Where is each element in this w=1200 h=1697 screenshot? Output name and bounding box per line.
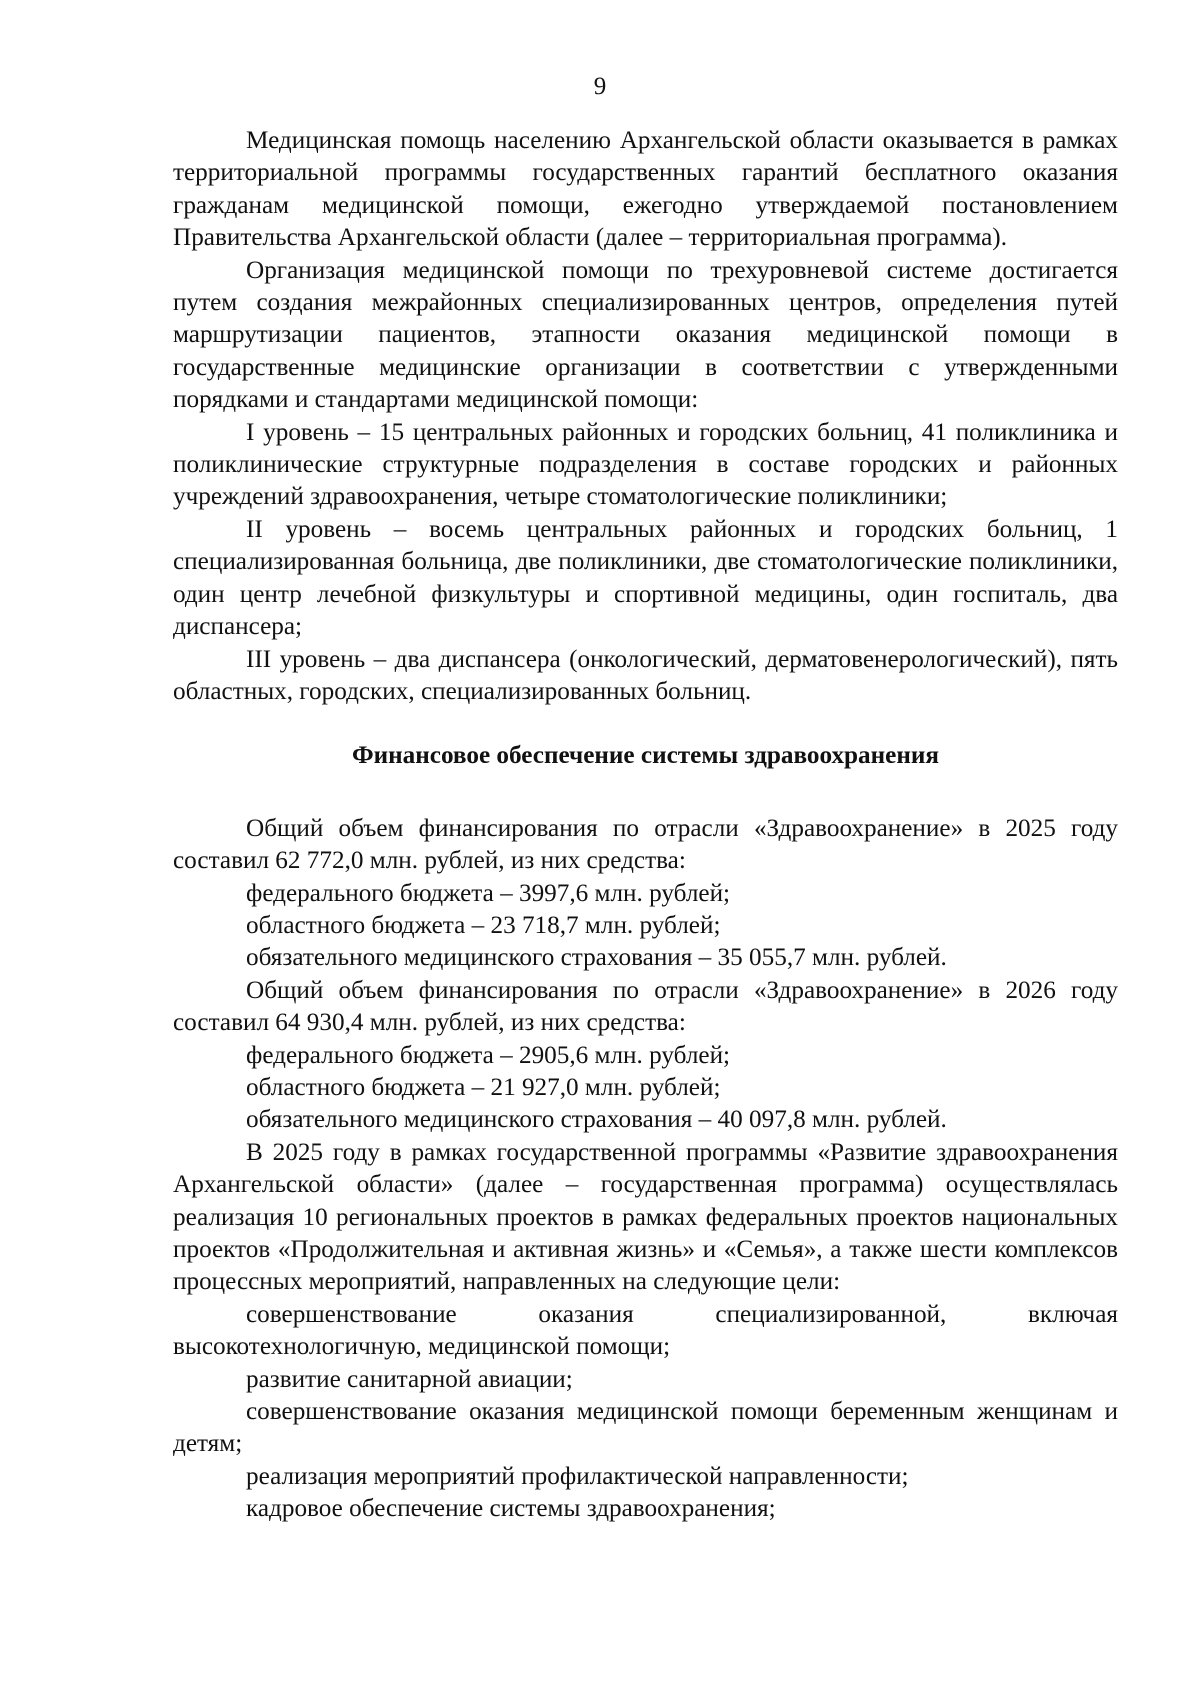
paragraph-federal-budget-2025: федерального бюджета – 3997,6 млн. рублей;	[246, 879, 731, 907]
paragraph-goal-specialized-care: совершенствование оказания специализированной, включая высокотехнологичную, медицинской помощи;	[173, 1300, 1118, 1361]
paragraph-medical-care-intro: Медицинская помощь населению Архангельской области оказывается в рамках территориальной программы государственных гарантий бесплатного оказания гражданам медицинской помощи, ежегодно утверждаемой постановлением Правительства Архангельской области (далее – территориальная программа).	[173, 127, 1118, 252]
paragraph-regional-budget-2025: областного бюджета – 23 718,7 млн. рублей;	[246, 911, 721, 939]
document-body	[173, 125, 1118, 1526]
paragraph-level-1: I уровень – 15 центральных районных и городских больниц, 41 поликлиника и поликлинические структурные подразделения в составе городских и районных учреждений здравоохранения, четыре стоматологические поликлиники;	[173, 418, 1118, 511]
paragraph-financing-2026: Общий объем финансирования по отрасли «Здравоохранение» в 2026 году составил 64 930,4 млн. рублей, из них средства:	[173, 976, 1118, 1037]
section-heading-financing: Финансовое обеспечение системы здравоохранения	[352, 742, 939, 770]
paragraph-financing-2025: Общий объем финансирования по отрасли «Здравоохранение» в 2025 году составил 62 772,0 млн. рублей, из них средства:	[173, 814, 1118, 875]
paragraph-level-3: III уровень – два диспансера (онкологический, дерматовенерологический), пять областных, городских, специализированных больниц.	[173, 645, 1118, 705]
paragraph-level-2: II уровень – восемь центральных районных и городских больниц, 1 специализированная больница, две поликлиники, две стоматологические поликлиники, один центр лечебной физкультуры и спортивной медицины, один госпиталь, два диспансера;	[173, 515, 1118, 641]
paragraph-goal-prevention: реализация мероприятий профилактической направленности;	[246, 1462, 909, 1490]
paragraph-goal-staffing: кадровое обеспечение системы здравоохранения;	[246, 1495, 776, 1523]
paragraph-state-program: В 2025 году в рамках государственной программы «Развитие здравоохранения Архангельской области» (далее – государственная программа) осуществлялась реализация 10 региональных проектов в рамках федеральных проектов национальных проектов «Продолжительная и активная жизнь» и «Семья», а также шести комплексов процессных мероприятий, направленных на следующие цели:	[173, 1138, 1118, 1296]
paragraph-oms-2025: обязательного медицинского страхования – 35 055,7 млн. рублей.	[246, 944, 947, 972]
paragraph-goal-sanitary-aviation: развитие санитарной авиации;	[246, 1365, 573, 1393]
page-number: 9	[593, 73, 607, 100]
paragraph-regional-budget-2026: областного бюджета – 21 927,0 млн. рублей;	[246, 1073, 721, 1101]
paragraph-federal-budget-2026: федерального бюджета – 2905,6 млн. рублей;	[246, 1041, 731, 1069]
paragraph-goal-maternal-child-care: совершенствование оказания медицинской помощи беременным женщинам и детям;	[173, 1398, 1118, 1458]
paragraph-three-level-system: Организация медицинской помощи по трехуровневой системе достигается путем создания межрайонных специализированных центров, определения путей маршрутизации пациентов, этапности оказания медицинской помощи в государственные медицинские организации в соответствии с утвержденными порядками и стандартами медицинской помощи:	[173, 256, 1118, 414]
paragraph-oms-2026: обязательного медицинского страхования – 40 097,8 млн. рублей.	[246, 1106, 947, 1134]
